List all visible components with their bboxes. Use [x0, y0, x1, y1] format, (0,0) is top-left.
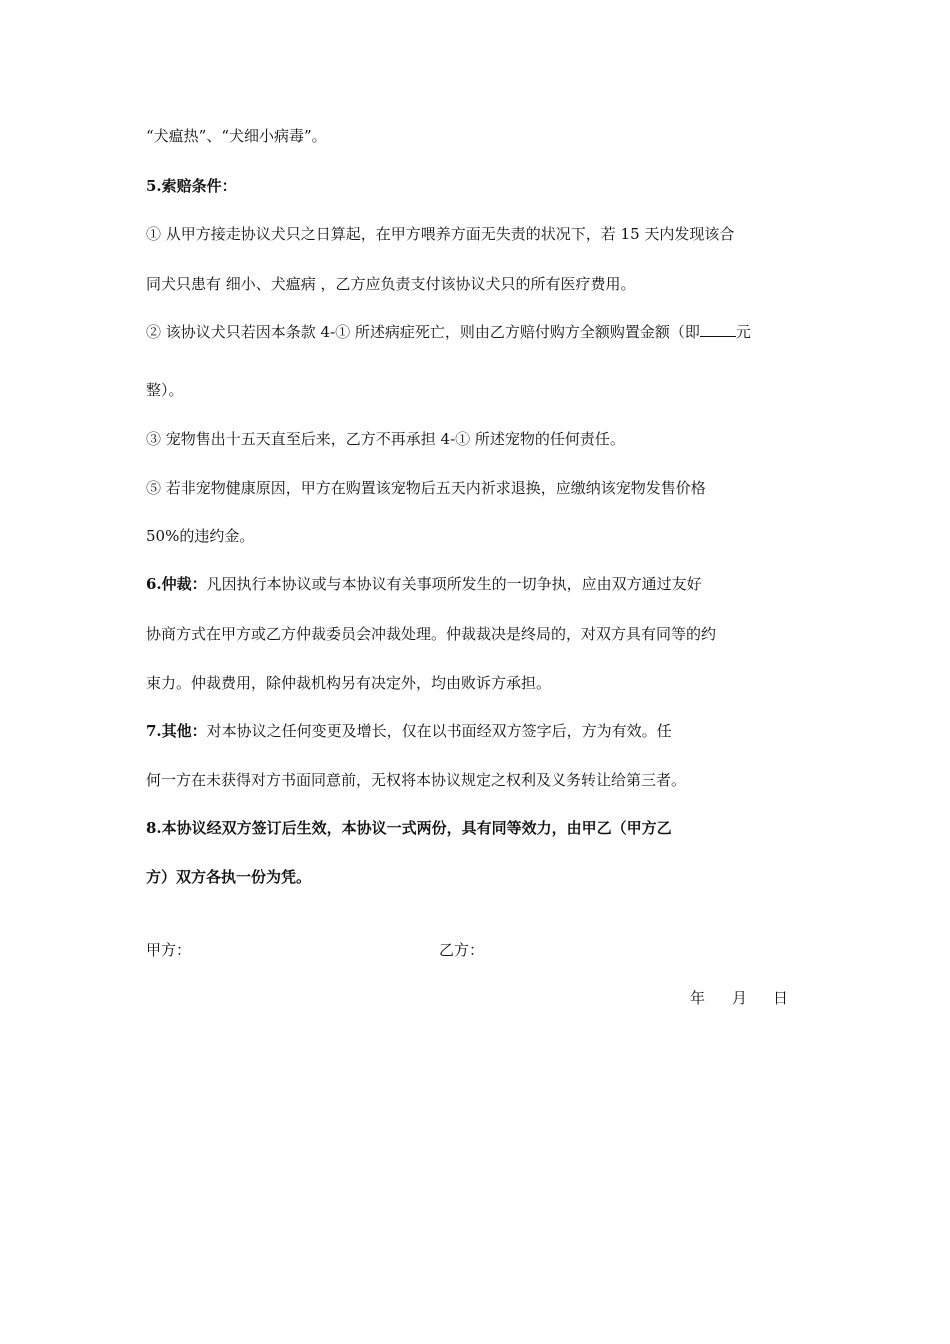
date-day: 日 — [773, 989, 789, 1007]
clause5-item1-line2: 同犬只患有 细小、犬瘟病 ，乙方应负责支付该协议犬只的所有医疗费用。 — [146, 275, 636, 293]
clause7-line2: 何一方在未获得对方书面同意前，无权将本协议规定之权利及义务转让给第三者。 — [146, 771, 687, 789]
clause7-heading: 7.其他： — [146, 722, 207, 740]
clause5-item2-line2: 整）。 — [146, 381, 184, 399]
party-b-label: 乙方： — [439, 941, 485, 959]
clause8-line1: 8.本协议经双方签订后生效，本协议一式两份，具有同等效力，由甲乙（甲方乙 — [146, 819, 672, 837]
clause5-heading: 5.索赔条件： — [146, 177, 237, 195]
clause5-item3: ③ 宠物售出十五天直至后来，乙方不再承担 4-① 所述宠物的任何责任。 — [146, 430, 625, 448]
clause6-heading: 6.仲裁： — [146, 575, 207, 593]
clause7-text: 对本协议之任何变更及增长，仅在以书面经双方签字后，方为有效。任 — [206, 722, 672, 740]
clause5-item5-line1: ⑤ 若非宠物健康原因，甲方在购置该宠物后五天内祈求退换，应缴纳该宠物发售价格 — [146, 479, 706, 497]
clause7-line1 — [146, 721, 672, 741]
continuation-text: “犬瘟热”、“犬细小病毒”。 — [146, 127, 327, 145]
clause8-line2: 方）双方各执一份为凭。 — [146, 868, 312, 886]
clause6-line2: 协商方式在甲方或乙方仲裁委员会冲裁处理。仲裁裁决是终局的，对双方具有同等的约 — [146, 625, 717, 643]
clause5-item2-unit: 元 — [735, 323, 751, 341]
clause5-item2-line1 — [146, 322, 751, 342]
date-month: 月 — [732, 989, 748, 1007]
amount-blank — [700, 322, 736, 337]
clause6-line1 — [146, 574, 702, 594]
clause6-line3: 束力。仲裁费用，除仲裁机构另有决定外，均由败诉方承担。 — [146, 674, 552, 692]
clause5-item2-text: ② 该协议犬只若因本条款 4-① 所述病症死亡，则由乙方赔付购方全额购置金额（即 — [146, 323, 700, 341]
clause5-item1-line1: ① 从甲方接走协议犬只之日算起，在甲方喂养方面无失责的状况下，若 15 天内发现该合 — [146, 225, 735, 243]
party-a-label: 甲方： — [146, 941, 192, 959]
clause5-item5-line2: 50%的违约金。 — [146, 527, 255, 545]
date-year: 年 — [690, 989, 706, 1007]
clause6-text: 凡因执行本协议或与本协议有关事项所发生的一切争执，应由双方通过友好 — [206, 575, 702, 593]
